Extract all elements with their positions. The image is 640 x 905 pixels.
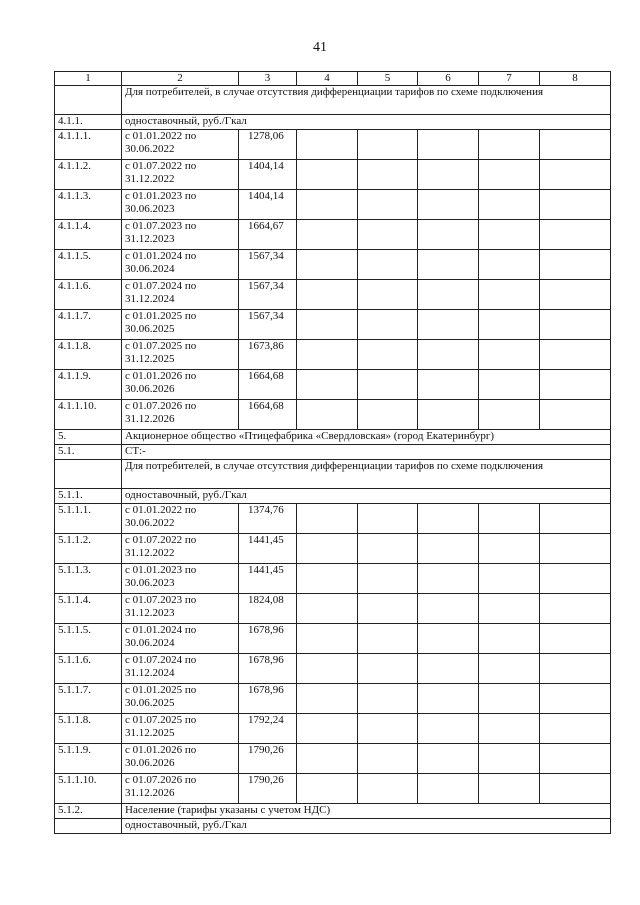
empty-cell bbox=[540, 534, 611, 564]
empty-cell bbox=[418, 774, 479, 804]
header-cell: 1 bbox=[55, 72, 122, 86]
period-cell: с 01.07.2022 по 31.12.2022 bbox=[122, 534, 239, 564]
empty-cell bbox=[479, 714, 540, 744]
period-cell: с 01.01.2023 по 30.06.2023 bbox=[122, 564, 239, 594]
empty-cell bbox=[297, 774, 358, 804]
row-number-cell: 5.1. bbox=[55, 445, 122, 460]
tariff-value-cell: 1678,96 bbox=[239, 654, 297, 684]
period-cell: с 01.07.2025 по 31.12.2025 bbox=[122, 340, 239, 370]
empty-cell bbox=[297, 340, 358, 370]
header-cell: 3 bbox=[239, 72, 297, 86]
table-row bbox=[55, 370, 611, 400]
tariff-value-cell: 1441,45 bbox=[239, 564, 297, 594]
empty-cell bbox=[479, 744, 540, 774]
empty-cell bbox=[418, 714, 479, 744]
row-number-cell: 5.1.1.2. bbox=[55, 534, 122, 564]
empty-cell bbox=[358, 504, 418, 534]
empty-cell bbox=[540, 220, 611, 250]
empty-cell bbox=[358, 250, 418, 280]
tariff-value-cell: 1678,96 bbox=[239, 624, 297, 654]
table-row bbox=[55, 160, 611, 190]
empty-cell bbox=[418, 654, 479, 684]
empty-cell bbox=[358, 220, 418, 250]
empty-cell bbox=[479, 400, 540, 430]
tariff-value-cell: 1678,96 bbox=[239, 684, 297, 714]
period-cell: с 01.01.2022 по 30.06.2022 bbox=[122, 504, 239, 534]
empty-cell bbox=[418, 220, 479, 250]
section-title-cell: одноставочный, руб./Гкал bbox=[122, 489, 611, 504]
row-number-cell: 5.1.1.7. bbox=[55, 684, 122, 714]
table-row bbox=[55, 280, 611, 310]
empty-cell bbox=[540, 190, 611, 220]
empty-cell bbox=[418, 370, 479, 400]
row-number-cell: 4.1.1.3. bbox=[55, 190, 122, 220]
empty-cell bbox=[540, 624, 611, 654]
period-cell: с 01.01.2026 по 30.06.2026 bbox=[122, 370, 239, 400]
empty-cell bbox=[358, 714, 418, 744]
empty-cell bbox=[479, 370, 540, 400]
tariff-value-cell: 1790,26 bbox=[239, 744, 297, 774]
row-number-cell: 5. bbox=[55, 430, 122, 445]
table-row bbox=[55, 654, 611, 684]
table-row bbox=[55, 400, 611, 430]
empty-cell bbox=[358, 534, 418, 564]
period-cell: с 01.07.2026 по 31.12.2026 bbox=[122, 400, 239, 430]
period-cell: с 01.01.2022 по 30.06.2022 bbox=[122, 130, 239, 160]
empty-cell bbox=[297, 534, 358, 564]
empty-cell bbox=[479, 220, 540, 250]
row-number-cell: 5.1.2. bbox=[55, 804, 122, 819]
section-title-cell: одноставочный, руб./Гкал bbox=[122, 115, 611, 130]
empty-cell bbox=[540, 564, 611, 594]
empty-cell bbox=[540, 370, 611, 400]
row-number-cell: 5.1.1.1. bbox=[55, 504, 122, 534]
tariff-value-cell: 1567,34 bbox=[239, 310, 297, 340]
tariff-value-cell: 1664,68 bbox=[239, 400, 297, 430]
tariff-value-cell: 1404,14 bbox=[239, 190, 297, 220]
tariff-value-cell: 1278,06 bbox=[239, 130, 297, 160]
section-title-cell: одноставочный, руб./Гкал bbox=[122, 819, 611, 834]
period-cell: с 01.07.2022 по 31.12.2022 bbox=[122, 160, 239, 190]
table-row bbox=[55, 624, 611, 654]
row-number-cell bbox=[55, 86, 122, 115]
row-number-cell bbox=[55, 460, 122, 489]
empty-cell bbox=[297, 310, 358, 340]
empty-cell bbox=[358, 654, 418, 684]
tariff-value-cell: 1673,86 bbox=[239, 340, 297, 370]
section-title-cell: Население (тарифы указаны с учетом НДС) bbox=[122, 804, 611, 819]
empty-cell bbox=[297, 130, 358, 160]
empty-cell bbox=[540, 714, 611, 744]
empty-cell bbox=[418, 250, 479, 280]
empty-cell bbox=[418, 130, 479, 160]
empty-cell bbox=[297, 744, 358, 774]
empty-cell bbox=[479, 190, 540, 220]
page-number: 41 bbox=[313, 40, 327, 55]
empty-cell bbox=[479, 594, 540, 624]
empty-cell bbox=[418, 624, 479, 654]
empty-cell bbox=[358, 280, 418, 310]
tariff-value-cell: 1567,34 bbox=[239, 280, 297, 310]
empty-cell bbox=[297, 190, 358, 220]
period-cell: с 01.01.2024 по 30.06.2024 bbox=[122, 624, 239, 654]
header-cell: 8 bbox=[540, 72, 611, 86]
row-number-cell: 4.1.1.1. bbox=[55, 130, 122, 160]
empty-cell bbox=[297, 220, 358, 250]
tariff-value-cell: 1441,45 bbox=[239, 534, 297, 564]
note-cell: Для потребителей, в случае отсутствия дифференциации тарифов по схеме подключения bbox=[122, 460, 611, 489]
empty-cell bbox=[479, 624, 540, 654]
empty-cell bbox=[358, 160, 418, 190]
table-row bbox=[55, 115, 611, 130]
row-number-cell: 4.1.1.5. bbox=[55, 250, 122, 280]
section-title-cell: Акционерное общество «Птицефабрика «Свердловская» (город Екатеринбург) bbox=[122, 430, 611, 445]
row-number-cell: 4.1.1.7. bbox=[55, 310, 122, 340]
empty-cell bbox=[540, 130, 611, 160]
header-cell: 7 bbox=[479, 72, 540, 86]
empty-cell bbox=[540, 340, 611, 370]
empty-cell bbox=[418, 744, 479, 774]
empty-cell bbox=[358, 130, 418, 160]
empty-cell bbox=[479, 310, 540, 340]
empty-cell bbox=[479, 684, 540, 714]
table-row bbox=[55, 504, 611, 534]
empty-cell bbox=[479, 534, 540, 564]
empty-cell bbox=[418, 340, 479, 370]
empty-cell bbox=[479, 250, 540, 280]
period-cell: с 01.01.2024 по 30.06.2024 bbox=[122, 250, 239, 280]
table-row bbox=[55, 460, 611, 489]
period-cell: с 01.07.2024 по 31.12.2024 bbox=[122, 280, 239, 310]
period-cell: с 01.07.2023 по 31.12.2023 bbox=[122, 594, 239, 624]
tariff-value-cell: 1792,24 bbox=[239, 714, 297, 744]
table-row bbox=[55, 86, 611, 115]
header-cell: 6 bbox=[418, 72, 479, 86]
table-row bbox=[55, 220, 611, 250]
row-number-cell: 4.1.1.8. bbox=[55, 340, 122, 370]
row-number-cell: 4.1.1.2. bbox=[55, 160, 122, 190]
empty-cell bbox=[418, 564, 479, 594]
period-cell: с 01.01.2023 по 30.06.2023 bbox=[122, 190, 239, 220]
table-header-row bbox=[55, 72, 611, 86]
table-row bbox=[55, 564, 611, 594]
tariff-value-cell: 1664,68 bbox=[239, 370, 297, 400]
row-number-cell: 5.1.1.4. bbox=[55, 594, 122, 624]
empty-cell bbox=[297, 714, 358, 744]
row-number-cell: 5.1.1.5. bbox=[55, 624, 122, 654]
tariff-value-cell: 1374,76 bbox=[239, 504, 297, 534]
table-row bbox=[55, 340, 611, 370]
empty-cell bbox=[540, 654, 611, 684]
empty-cell bbox=[297, 594, 358, 624]
header-cell: 4 bbox=[297, 72, 358, 86]
row-number-cell: 4.1.1. bbox=[55, 115, 122, 130]
section-title-cell: СТ:- bbox=[122, 445, 611, 460]
table-row bbox=[55, 684, 611, 714]
period-cell: с 01.07.2023 по 31.12.2023 bbox=[122, 220, 239, 250]
empty-cell bbox=[358, 310, 418, 340]
empty-cell bbox=[418, 190, 479, 220]
empty-cell bbox=[418, 594, 479, 624]
header-cell: 2 bbox=[122, 72, 239, 86]
tariff-value-cell: 1790,26 bbox=[239, 774, 297, 804]
empty-cell bbox=[358, 564, 418, 594]
row-number-cell: 5.1.1.9. bbox=[55, 744, 122, 774]
empty-cell bbox=[297, 624, 358, 654]
empty-cell bbox=[358, 400, 418, 430]
table-row bbox=[55, 534, 611, 564]
empty-cell bbox=[358, 774, 418, 804]
tariff-value-cell: 1824,08 bbox=[239, 594, 297, 624]
row-number-cell bbox=[55, 819, 122, 834]
period-cell: с 01.01.2025 по 30.06.2025 bbox=[122, 310, 239, 340]
tariff-value-cell: 1567,34 bbox=[239, 250, 297, 280]
empty-cell bbox=[479, 280, 540, 310]
table-row bbox=[55, 445, 611, 460]
row-number-cell: 4.1.1.9. bbox=[55, 370, 122, 400]
table-row bbox=[55, 774, 611, 804]
empty-cell bbox=[418, 280, 479, 310]
empty-cell bbox=[479, 504, 540, 534]
empty-cell bbox=[479, 340, 540, 370]
empty-cell bbox=[418, 504, 479, 534]
empty-cell bbox=[540, 310, 611, 340]
empty-cell bbox=[297, 654, 358, 684]
empty-cell bbox=[297, 684, 358, 714]
period-cell: с 01.01.2025 по 30.06.2025 bbox=[122, 684, 239, 714]
period-cell: с 01.01.2026 по 30.06.2026 bbox=[122, 744, 239, 774]
empty-cell bbox=[418, 400, 479, 430]
empty-cell bbox=[418, 534, 479, 564]
table-row bbox=[55, 819, 611, 834]
row-number-cell: 5.1.1.10. bbox=[55, 774, 122, 804]
row-number-cell: 5.1.1.3. bbox=[55, 564, 122, 594]
empty-cell bbox=[418, 684, 479, 714]
empty-cell bbox=[540, 400, 611, 430]
empty-cell bbox=[479, 160, 540, 190]
empty-cell bbox=[358, 624, 418, 654]
row-number-cell: 4.1.1.4. bbox=[55, 220, 122, 250]
table-row bbox=[55, 130, 611, 160]
empty-cell bbox=[540, 504, 611, 534]
empty-cell bbox=[358, 370, 418, 400]
table-row bbox=[55, 744, 611, 774]
empty-cell bbox=[297, 280, 358, 310]
empty-cell bbox=[540, 744, 611, 774]
empty-cell bbox=[479, 774, 540, 804]
table-row bbox=[55, 250, 611, 280]
period-cell: с 01.07.2025 по 31.12.2025 bbox=[122, 714, 239, 744]
note-cell: Для потребителей, в случае отсутствия дифференциации тарифов по схеме подключения bbox=[122, 86, 611, 115]
header-cell: 5 bbox=[358, 72, 418, 86]
empty-cell bbox=[479, 130, 540, 160]
table-row bbox=[55, 190, 611, 220]
row-number-cell: 4.1.1.10. bbox=[55, 400, 122, 430]
table-row bbox=[55, 804, 611, 819]
table-row bbox=[55, 594, 611, 624]
tariff-value-cell: 1664,67 bbox=[239, 220, 297, 250]
empty-cell bbox=[540, 280, 611, 310]
row-number-cell: 5.1.1.8. bbox=[55, 714, 122, 744]
tariff-value-cell: 1404,14 bbox=[239, 160, 297, 190]
table-row bbox=[55, 489, 611, 504]
period-cell: с 01.07.2026 по 31.12.2026 bbox=[122, 774, 239, 804]
empty-cell bbox=[479, 564, 540, 594]
tariff-table bbox=[54, 71, 611, 834]
row-number-cell: 5.1.1. bbox=[55, 489, 122, 504]
empty-cell bbox=[540, 684, 611, 714]
empty-cell bbox=[418, 310, 479, 340]
empty-cell bbox=[358, 594, 418, 624]
empty-cell bbox=[297, 370, 358, 400]
empty-cell bbox=[358, 340, 418, 370]
empty-cell bbox=[540, 594, 611, 624]
empty-cell bbox=[358, 190, 418, 220]
table-row bbox=[55, 310, 611, 340]
empty-cell bbox=[297, 504, 358, 534]
empty-cell bbox=[297, 564, 358, 594]
period-cell: с 01.07.2024 по 31.12.2024 bbox=[122, 654, 239, 684]
empty-cell bbox=[297, 160, 358, 190]
empty-cell bbox=[540, 250, 611, 280]
empty-cell bbox=[358, 684, 418, 714]
empty-cell bbox=[540, 160, 611, 190]
row-number-cell: 4.1.1.6. bbox=[55, 280, 122, 310]
empty-cell bbox=[479, 654, 540, 684]
table-row bbox=[55, 430, 611, 445]
table-row bbox=[55, 714, 611, 744]
empty-cell bbox=[418, 160, 479, 190]
empty-cell bbox=[297, 250, 358, 280]
empty-cell bbox=[297, 400, 358, 430]
row-number-cell: 5.1.1.6. bbox=[55, 654, 122, 684]
empty-cell bbox=[358, 744, 418, 774]
empty-cell bbox=[540, 774, 611, 804]
